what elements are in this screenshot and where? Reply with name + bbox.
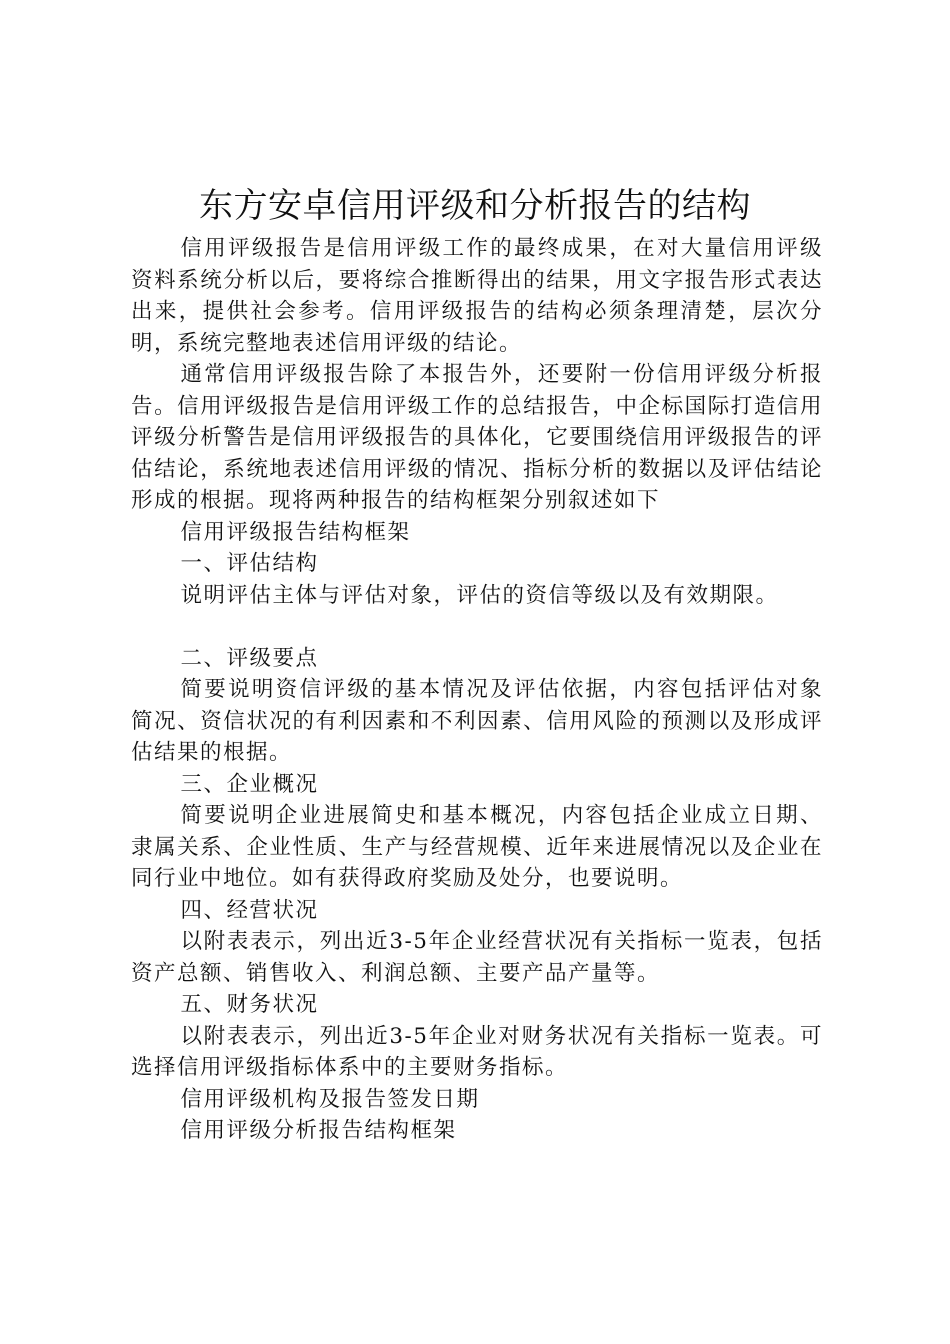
section-text-2: 简要说明资信评级的基本情况及评估依据，内容包括评估对象简况、资信状况的有利因素和不利因素、信用风险的预测以及形成评估结果的根据。: [131, 677, 823, 765]
section-heading-5: 五、财务状况: [180, 992, 319, 1017]
section-text-5: 以附表表示，列出近3-5年企业对财务状况有关指标一览表。可选择信用评级指标体系中的主要财务指标。: [131, 1023, 823, 1080]
document-title: 东方安卓信用评级和分析报告的结构: [199, 186, 751, 226]
section-heading-3: 三、企业概况: [180, 771, 319, 797]
section-heading-issuer-date: 信用评级机构及报告签发日期: [180, 1086, 480, 1112]
section-text-4: 以附表表示，列出近3-5年企业经营状况有关指标一览表，包括资产总额、销售收入、利润总额、主要产品产量等。: [131, 929, 823, 986]
paragraph-intro: 信用评级报告是信用评级工作的最终成果，在对大量信用评级资料系统分析以后，要将综合推断得出的结果，用文字报告形式表达出来，提供社会参考。信用评级报告的结构必须条理清楚，层次分明，系统完整地表述信用评级的结论。: [131, 236, 823, 356]
section-heading-1: 一、评估结构: [180, 551, 319, 576]
section-heading-2: 二、评级要点: [180, 645, 319, 671]
section-heading-report-framework: 信用评级报告结构框架: [180, 519, 411, 545]
document-body: [131, 233, 823, 1147]
section-heading-4: 四、经营状况: [180, 897, 319, 923]
paragraph-overview: 通常信用评级报告除了本报告外，还要附一份信用评级分析报告。信用评级报告是信用评级工作的总结报告，中企标国际打造信用评级分析警告是信用评级报告的具体化，它要围绕信用评级报告的评估结论，系统地表述信用评级的情况、指标分析的数据以及评估结论形成的根据。现将两种报告的结构框架分别叙述如下: [131, 362, 823, 513]
section-heading-analysis-framework: 信用评级分析报告结构框架: [180, 1118, 457, 1143]
section-text-1: 说明评估主体与评估对象，评估的资信等级以及有效期限。: [180, 582, 779, 608]
section-text-3: 简要说明企业进展简史和基本概况，内容包括企业成立日期、隶属关系、企业性质、生产与经营规模、近年来进展情况以及企业在同行业中地位。如有获得政府奖励及处分，也要说明。: [131, 803, 823, 891]
